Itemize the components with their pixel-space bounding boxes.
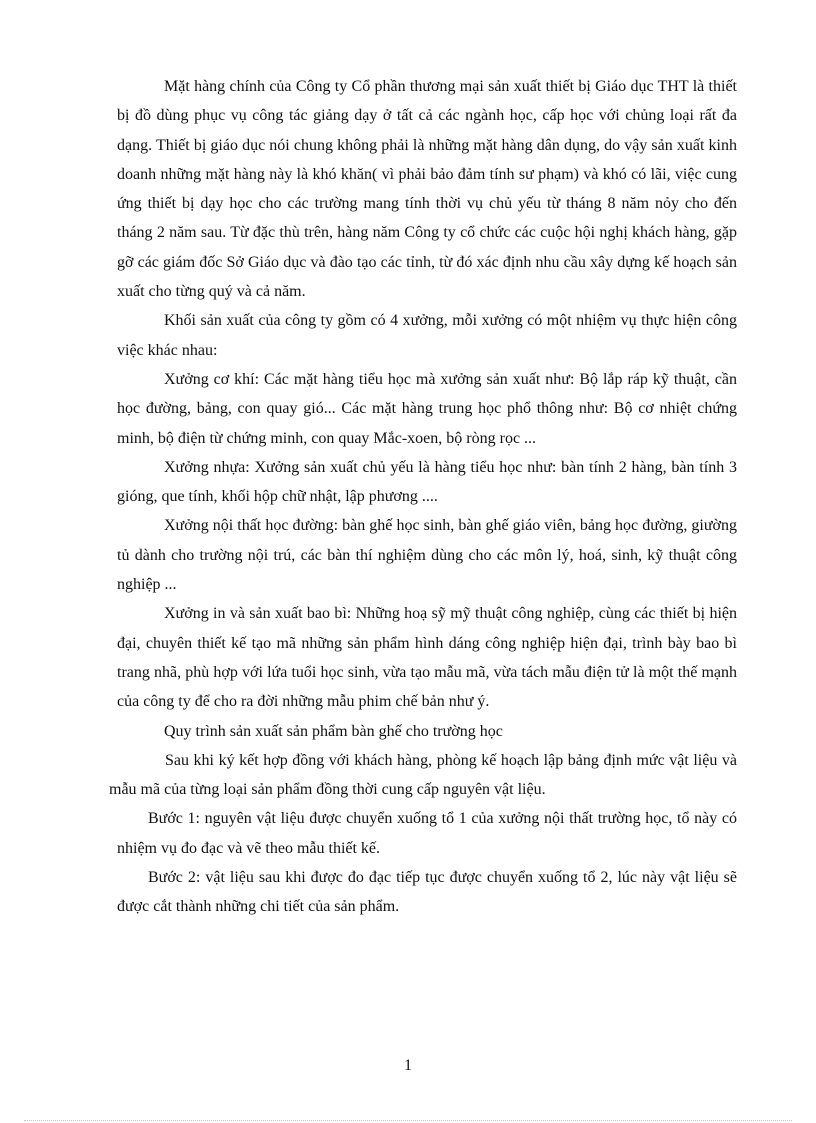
paragraph-step-2: Bước 2: vật liệu sau khi được đo đạc tiếp tục được chuyển xuống tổ 2, lúc này vật liệu sẽ được cắt thành những chi tiết của sản phẩm. [117, 869, 737, 916]
paragraph-contract: Sau khi ký kết hợp đồng với khách hàng, phòng kế hoạch lập bảng định mức vật liệu và mẫu mã của từng loại sản phẩm đồng thời cung cấp nguyên vật liệu. [109, 751, 737, 799]
paragraph-step-1: Bước 1: nguyên vật liệu được chuyển xuống tổ 1 của xưởng nội thất trường học, tổ này có nhiệm vụ đo đạc và vẽ theo mẫu thiết kế. [117, 810, 737, 857]
paragraph-product-overview: Mặt hàng chính của Công ty Cổ phần thương mại sản xuất thiết bị Giáo dục THT là thiết bị đồ dùng phục vụ công tác giảng dạy ở tất cả các ngành học, cấp học với chủng loại rất đa dạng. Thiết bị giáo dục nói chung không phải là những mặt hàng dân dụng, do vậy sản xuất kinh doanh những mặt hàng này là khó khăn( vì phải bảo đảm tính sư phạm) và khó có lãi, việc cung ứng thiết bị dạy học cho các trường mang tính thời vụ chủ yếu từ tháng 8 năm nỏy cho đến tháng 2 năm sau. Từ đặc thù trên, hàng năm Công ty cổ chức các cuộc hội nghị khách hàng, gặp gỡ các giám đốc Sở Giáo dục và đào tạo các tỉnh, từ đó xác định nhu cầu xây dựng kế hoạch sản xuất cho từng quý và cả năm. [117, 78, 737, 301]
paragraph-furniture-workshop: Xưởng nội thất học đường: bàn ghế học sinh, bàn ghế giáo viên, bảng học đường, giường tủ dành cho trường nội trú, các bàn thí nghiệm dùng cho các môn lý, hoá, sinh, kỹ thuật công nghiệp ... [117, 517, 737, 594]
page-bottom-divider [24, 1120, 792, 1121]
page-number: 1 [404, 1057, 412, 1074]
paragraph-process-heading: Quy trình sản xuất sản phẩm bàn ghế cho trường học [164, 722, 503, 740]
document-body [109, 72, 737, 922]
paragraph-plastic-workshop: Xưởng nhựa: Xưởng sản xuất chủ yếu là hàng tiểu học như: bàn tính 2 hàng, bàn tính 3 gióng, que tính, khối hộp chữ nhật, lập phương .... [117, 458, 737, 506]
paragraph-production-block: Khối sản xuất của công ty gồm có 4 xưởng, mỗi xưởng có một nhiệm vụ thực hiện công việc khác nhau: [117, 312, 737, 359]
paragraph-mechanical-workshop: Xưởng cơ khí: Các mặt hàng tiểu học mà xưởng sản xuất như: Bộ lắp ráp kỹ thuật, cần học đường, bảng, con quay gió... Các mặt hàng trung học phổ thông như: Bộ cơ nhiệt chứng minh, bộ điện từ chứng minh, con quay Mắc-xoen, bộ ròng rọc ... [117, 370, 737, 447]
paragraph-printing-workshop: Xưởng in và sản xuất bao bì: Những hoạ sỹ mỹ thuật công nghiệp, cùng các thiết bị hiện đại, chuyên thiết kế tạo mã những sản phẩm hình dáng công nghiệp hiện đại, trình bày bao bì trang nhã, phù hợp với lứa tuổi học sinh, vừa tạo mẫu mã, vừa tách mẫu điện tử là một thế mạnh của công ty để cho ra đời những mẫu phim chế bản như ý. [117, 605, 737, 711]
